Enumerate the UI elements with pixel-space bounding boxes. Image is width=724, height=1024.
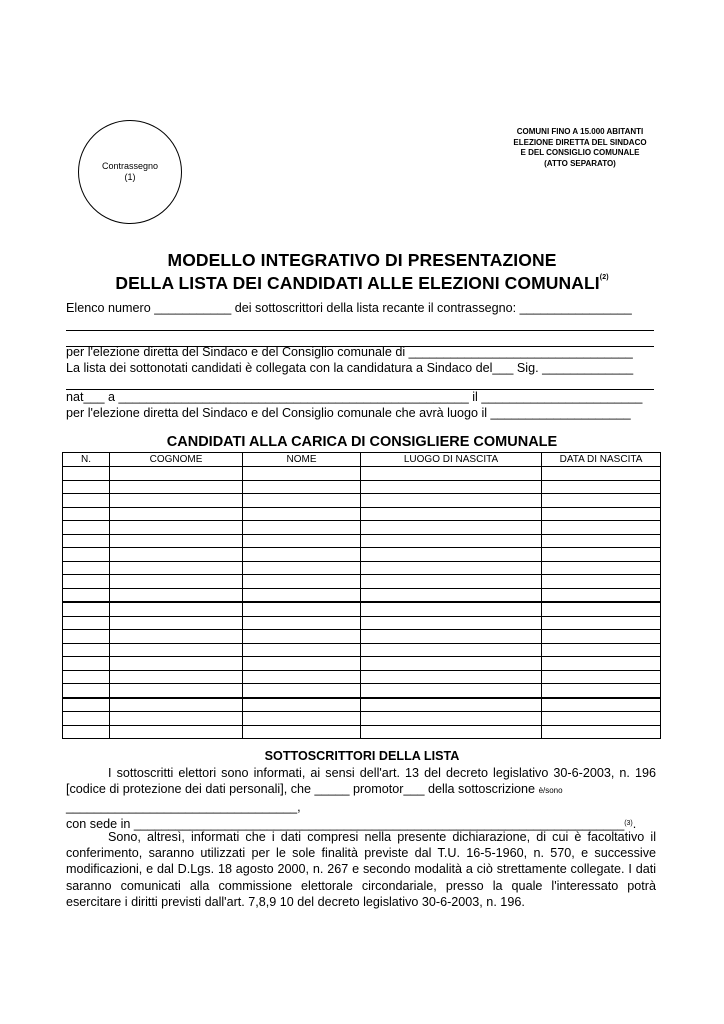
col-header: NOME xyxy=(243,453,361,467)
table-cell[interactable] xyxy=(110,561,243,575)
table-cell[interactable] xyxy=(63,602,110,616)
table-cell[interactable] xyxy=(542,534,661,548)
candidates-title: CANDIDATI ALLA CARICA DI CONSIGLIERE COMUNALE xyxy=(166,434,558,450)
privacy-text: I sottoscritti elettori sono informati, ai sensi dell'art. 13 del decreto legislativo 30-6-2003, n. 196 [codice di protezione dei dati personali], che _____ promotor___ della sottoscrizione xyxy=(66,766,656,797)
table-cell[interactable] xyxy=(110,548,243,562)
table-row xyxy=(63,561,661,575)
table-cell[interactable] xyxy=(542,480,661,494)
table-cell[interactable] xyxy=(542,602,661,616)
period: . xyxy=(632,816,637,831)
header-note xyxy=(470,127,690,169)
sede-blank[interactable]: con sede in ______________________________________________________________________ xyxy=(66,816,625,831)
table-cell[interactable] xyxy=(243,480,361,494)
table-cell[interactable] xyxy=(361,588,542,602)
table-cell[interactable] xyxy=(63,561,110,575)
table-row xyxy=(63,534,661,548)
table-cell[interactable] xyxy=(542,548,661,562)
title-text: DELLA LISTA DEI CANDIDATI ALLE ELEZIONI COMUNALI xyxy=(115,273,600,293)
table-row xyxy=(63,670,661,684)
table-cell[interactable] xyxy=(361,616,542,630)
table-row xyxy=(63,712,661,726)
document-title-line-1: MODELLO INTEGRATIVO DI PRESENTAZIONE xyxy=(167,250,557,270)
table-cell[interactable] xyxy=(361,534,542,548)
title-note: (2) xyxy=(599,274,609,281)
table-cell[interactable] xyxy=(63,725,110,739)
table-header-row xyxy=(63,453,661,467)
table-cell[interactable] xyxy=(361,548,542,562)
table-cell[interactable] xyxy=(542,657,661,671)
document-title-line-2 xyxy=(60,273,664,294)
table-cell[interactable] xyxy=(110,657,243,671)
table-row xyxy=(63,657,661,671)
table-cell[interactable] xyxy=(361,725,542,739)
table-cell[interactable] xyxy=(243,725,361,739)
table-cell[interactable] xyxy=(243,670,361,684)
table-cell[interactable] xyxy=(243,534,361,548)
header-note-line: COMUNI FINO A 15.000 ABITANTI xyxy=(516,127,644,136)
table-cell[interactable] xyxy=(243,602,361,616)
table-cell[interactable] xyxy=(243,588,361,602)
table-row xyxy=(63,575,661,589)
table-cell[interactable] xyxy=(243,548,361,562)
table-cell[interactable] xyxy=(63,698,110,712)
table-cell[interactable] xyxy=(63,548,110,562)
table-cell[interactable] xyxy=(63,670,110,684)
table-row xyxy=(63,588,661,602)
table-cell[interactable] xyxy=(110,725,243,739)
table-cell[interactable] xyxy=(110,616,243,630)
table-cell[interactable] xyxy=(243,712,361,726)
promoter-blank[interactable]: _________________________________, xyxy=(66,800,301,815)
table-cell[interactable] xyxy=(243,643,361,657)
table-cell[interactable] xyxy=(110,588,243,602)
table-cell[interactable] xyxy=(542,684,661,698)
candidates-table xyxy=(62,452,661,739)
col-header: LUOGO DI NASCITA xyxy=(361,453,542,467)
table-cell[interactable] xyxy=(542,616,661,630)
table-cell[interactable] xyxy=(243,521,361,535)
table-row xyxy=(63,684,661,698)
table-cell[interactable] xyxy=(63,712,110,726)
table-cell[interactable] xyxy=(243,657,361,671)
seal-label: Contrassegno xyxy=(101,161,159,171)
table-row xyxy=(63,480,661,494)
table-cell[interactable] xyxy=(243,630,361,644)
table-cell[interactable] xyxy=(361,521,542,535)
table-cell[interactable] xyxy=(361,712,542,726)
candidates-body xyxy=(63,467,661,739)
table-row xyxy=(63,548,661,562)
footnote-ref: (3) xyxy=(624,819,633,827)
table-row xyxy=(63,467,661,481)
table-cell[interactable] xyxy=(63,507,110,521)
table-cell[interactable] xyxy=(361,670,542,684)
table-cell[interactable] xyxy=(361,630,542,644)
signers-title: SOTTOSCRITTORI DELLA LISTA xyxy=(264,749,460,763)
table-cell[interactable] xyxy=(243,507,361,521)
table-cell[interactable] xyxy=(542,725,661,739)
blank-rule[interactable] xyxy=(66,330,654,331)
table-cell[interactable] xyxy=(110,643,243,657)
table-cell[interactable] xyxy=(63,588,110,602)
table-cell[interactable] xyxy=(110,521,243,535)
table-cell[interactable] xyxy=(361,480,542,494)
seal-note: (1) xyxy=(124,172,136,182)
table-cell[interactable] xyxy=(542,630,661,644)
table-cell[interactable] xyxy=(542,561,661,575)
table-cell[interactable] xyxy=(110,712,243,726)
table-cell[interactable] xyxy=(243,561,361,575)
luogo-line[interactable]: per l'elezione diretta del Sindaco e del Consiglio comunale che avrà luogo il ____________________ xyxy=(66,406,631,420)
promoter-plural: è/sono xyxy=(538,786,563,796)
signers-paragraph-2 xyxy=(66,829,656,910)
header-note-line: ELEZIONE DIRETTA DEL SINDACO xyxy=(513,137,647,147)
col-header: N. xyxy=(63,453,110,467)
header-note-line: E DEL CONSIGLIO COMUNALE xyxy=(520,148,640,157)
table-cell[interactable] xyxy=(542,521,661,535)
collegata-line[interactable]: La lista dei sottonotati candidati è collegata con la candidatura a Sindaco del___ Sig. _____________ xyxy=(66,361,634,375)
table-cell[interactable] xyxy=(110,684,243,698)
col-header: DATA DI NASCITA xyxy=(542,453,661,467)
table-row xyxy=(63,494,661,508)
nato-line[interactable]: nat___ a __________________________________________________ il _______________________ xyxy=(66,390,643,404)
table-cell[interactable] xyxy=(361,684,542,698)
col-header: COGNOME xyxy=(110,453,243,467)
data-usage-text: Sono, altresì, informati che i dati compresi nella presente dichiarazione, di cui è facoltativo il conferimento, saranno utilizzati per le sole finalità previste dal T.U. 16-5-1960, n. 570, e successive modificazioni, e dal D.Lgs. 18 agosto 2000, n. 267 e secondo modalità a ciò strettamente collegate. I dati saranno comunicati alla commissione elettorale circondariale, presso la quale l'interessato potrà esercitare i diritti previsti dall'art. 7,8,9 10 del decreto legislativo 30-6-2003, n. 196. xyxy=(66,830,656,909)
table-cell[interactable] xyxy=(63,575,110,589)
header-note-line: (ATTO SEPARATO) xyxy=(544,158,616,168)
table-cell[interactable] xyxy=(243,494,361,508)
table-cell[interactable] xyxy=(63,643,110,657)
table-cell[interactable] xyxy=(361,643,542,657)
table-row xyxy=(63,725,661,739)
table-row xyxy=(63,643,661,657)
signers-paragraph-1 xyxy=(66,765,656,832)
table-cell[interactable] xyxy=(542,575,661,589)
table-cell[interactable] xyxy=(243,467,361,481)
elenco-line[interactable]: Elenco numero ___________ dei sottoscrittori della lista recante il contrassegno: ________________ xyxy=(66,301,632,315)
table-cell[interactable] xyxy=(542,507,661,521)
contrassegno-seal xyxy=(78,120,182,224)
table-cell[interactable] xyxy=(542,712,661,726)
table-row xyxy=(63,521,661,535)
table-cell[interactable] xyxy=(542,588,661,602)
table-cell[interactable] xyxy=(542,670,661,684)
table-cell[interactable] xyxy=(110,670,243,684)
table-row xyxy=(63,507,661,521)
table-cell[interactable] xyxy=(361,602,542,616)
table-cell[interactable] xyxy=(110,480,243,494)
table-cell[interactable] xyxy=(361,698,542,712)
table-cell[interactable] xyxy=(63,521,110,535)
table-cell[interactable] xyxy=(361,494,542,508)
table-cell[interactable] xyxy=(63,616,110,630)
table-cell[interactable] xyxy=(243,698,361,712)
table-cell[interactable] xyxy=(63,657,110,671)
table-cell[interactable] xyxy=(243,684,361,698)
table-cell[interactable] xyxy=(110,467,243,481)
table-cell[interactable] xyxy=(361,575,542,589)
table-cell[interactable] xyxy=(110,575,243,589)
table-cell[interactable] xyxy=(542,494,661,508)
table-row xyxy=(63,698,661,712)
elezione-line[interactable]: per l'elezione diretta del Sindaco e del Consiglio comunale di ________________________________ xyxy=(66,345,633,359)
table-cell[interactable] xyxy=(361,561,542,575)
table-row xyxy=(63,630,661,644)
table-cell[interactable] xyxy=(542,467,661,481)
table-cell[interactable] xyxy=(542,698,661,712)
table-cell[interactable] xyxy=(361,467,542,481)
table-cell[interactable] xyxy=(110,602,243,616)
table-row xyxy=(63,616,661,630)
table-cell[interactable] xyxy=(110,534,243,548)
table-cell[interactable] xyxy=(361,507,542,521)
table-row xyxy=(63,602,661,616)
table-cell[interactable] xyxy=(63,467,110,481)
table-cell[interactable] xyxy=(63,534,110,548)
table-cell[interactable] xyxy=(63,630,110,644)
table-cell[interactable] xyxy=(243,616,361,630)
table-cell[interactable] xyxy=(243,575,361,589)
table-cell[interactable] xyxy=(63,480,110,494)
table-cell[interactable] xyxy=(63,684,110,698)
table-cell[interactable] xyxy=(110,494,243,508)
table-cell[interactable] xyxy=(542,643,661,657)
table-cell[interactable] xyxy=(110,507,243,521)
table-cell[interactable] xyxy=(110,630,243,644)
table-cell[interactable] xyxy=(361,657,542,671)
table-cell[interactable] xyxy=(110,698,243,712)
table-cell[interactable] xyxy=(63,494,110,508)
